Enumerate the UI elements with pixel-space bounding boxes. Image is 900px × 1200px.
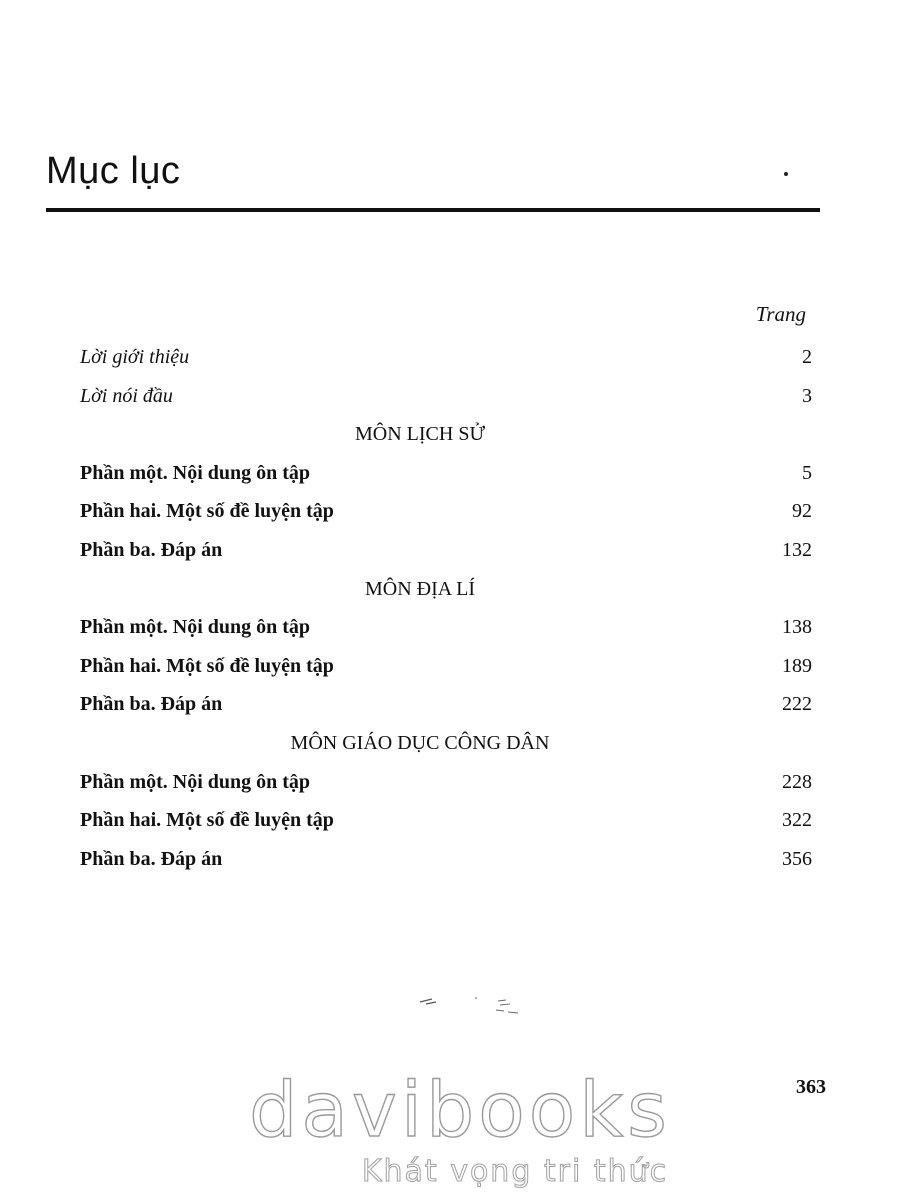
toc-entry-title: Phần ba. Đáp án (80, 847, 223, 870)
scan-specks (418, 996, 528, 1020)
stray-dot (784, 172, 788, 176)
page-number: 363 (796, 1076, 826, 1098)
toc-entry-title: Lời giới thiệu (80, 346, 190, 368)
toc-entry[interactable] (80, 763, 820, 802)
toc-entry[interactable] (80, 685, 820, 724)
toc-entry-page: 322 (782, 809, 812, 832)
toc-entry-page: 228 (782, 770, 812, 793)
toc-entry-page: 222 (782, 693, 812, 716)
toc-entry[interactable] (80, 492, 820, 531)
toc-entry-title: Phần hai. Một số đề luyện tập (80, 500, 334, 523)
toc-entry[interactable] (80, 531, 820, 570)
toc-entry-title: Lời nói đầu (80, 384, 173, 407)
toc-entry-title: Phần ba. Đáp án (80, 693, 223, 716)
toc-entry-title: Phần một. Nội dung ôn tập (80, 770, 311, 793)
toc-entry-title: Phần ba. Đáp án (80, 538, 223, 561)
heading-divider (46, 208, 820, 212)
watermark (0, 1065, 900, 1192)
toc-entry-title: Phần một. Nội dung ôn tập (80, 616, 311, 639)
toc-entry[interactable] (80, 801, 820, 840)
watermark-slogan: Khát vọng tri thức (361, 1154, 669, 1189)
toc-entry-page: 92 (792, 500, 812, 523)
table-of-contents (80, 338, 820, 878)
toc-entry[interactable] (80, 454, 820, 493)
toc-entry-title: Phần hai. Một số đề luyện tập (80, 654, 334, 677)
page-column-label: Trang (755, 302, 806, 326)
toc-entry-page: 5 (802, 461, 812, 484)
toc-entry[interactable] (80, 338, 820, 377)
toc-entry[interactable] (80, 840, 820, 879)
section-heading: MÔN GIÁO DỤC CÔNG DÂN (290, 731, 550, 754)
page-title: Mục lục (46, 150, 181, 192)
section-heading: MÔN LỊCH SỬ (355, 423, 485, 446)
watermark-brand: davibooks (249, 1065, 671, 1154)
toc-entry-title: Phần hai. Một số đề luyện tập (80, 809, 334, 832)
toc-entry-page: 356 (782, 847, 812, 870)
toc-entry-title: Phần một. Nội dung ôn tập (80, 461, 311, 484)
toc-entry-page: 138 (782, 616, 812, 639)
toc-entry[interactable] (80, 647, 820, 686)
toc-entry[interactable] (80, 608, 820, 647)
section-heading: MÔN ĐỊA LÍ (365, 577, 475, 600)
toc-entry[interactable] (80, 377, 820, 416)
toc-entry-page: 3 (802, 384, 812, 407)
toc-entry-page: 2 (802, 346, 812, 368)
toc-entry-page: 132 (782, 538, 812, 561)
toc-entry-page: 189 (782, 654, 812, 677)
